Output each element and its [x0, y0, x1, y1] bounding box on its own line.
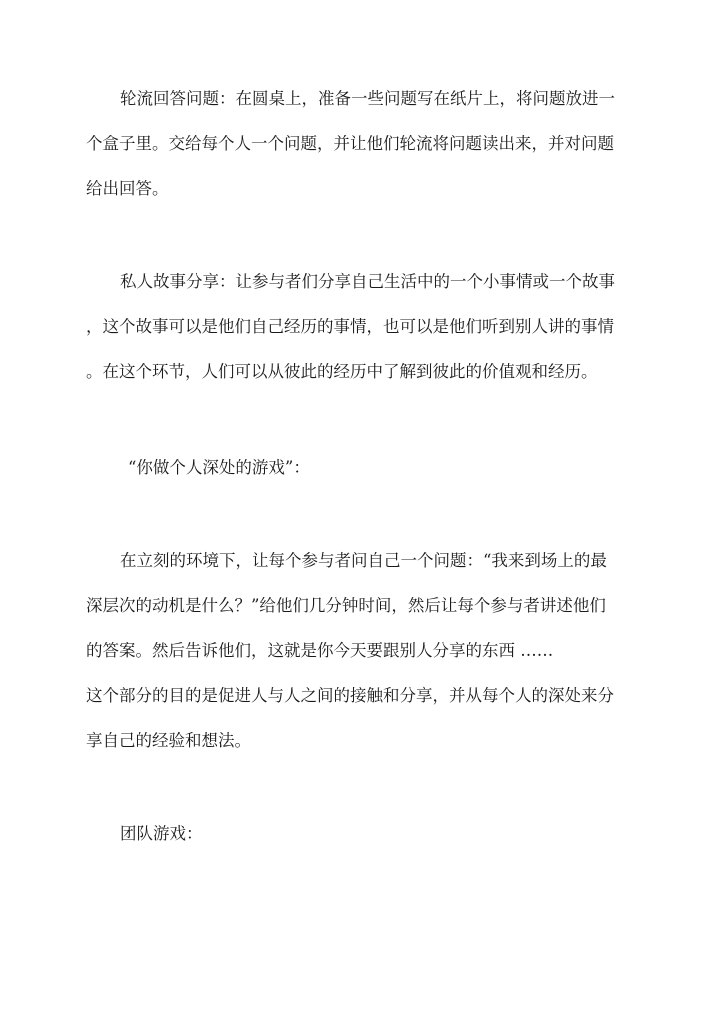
paragraph-personal-story-line-2: ，这个故事可以是他们自己经历的事情，也可以是他们听到别人讲的事情	[86, 317, 614, 336]
heading-deep-game: “你做个人深处的游戏”：	[128, 458, 310, 477]
paragraph-deep-game-line-3: 的答案。然后告诉他们，这就是你今天要跟别人分享的东西 ……	[86, 641, 554, 660]
paragraph-taking-turns-line-2: 个盒子里。交给每个人一个问题，并让他们轮流将问题读出来，并对问题	[86, 134, 614, 153]
paragraph-deep-game-line-2: 深层次的动机是什么？”给他们几分钟时间，然后让每个参与者讲述他们	[86, 596, 606, 615]
paragraph-taking-turns-line-3: 给出回答。	[86, 179, 169, 198]
paragraph-personal-story-line-3: 。在这个环节，人们可以从彼此的经历中了解到彼此的价值观和经历。	[86, 362, 598, 381]
paragraph-deep-game-line-5: 享自己的经验和想法。	[86, 731, 251, 750]
paragraph-taking-turns-line-1: 轮流回答问题：在圆桌上，准备一些问题写在纸片上，将问题放进一	[120, 89, 615, 108]
paragraph-deep-game-line-1: 在立刻的环境下，让每个参与者问自己一个问题：“我来到场上的最	[120, 551, 607, 570]
paragraph-personal-story-line-1: 私人故事分享：让参与者们分享自己生活中的一个小事情或一个故事	[120, 272, 615, 291]
heading-team-games: 团队游戏：	[120, 824, 203, 843]
paragraph-deep-game-line-4: 这个部分的目的是促进人与人之间的接触和分享，并从每个人的深处来分	[86, 686, 614, 705]
